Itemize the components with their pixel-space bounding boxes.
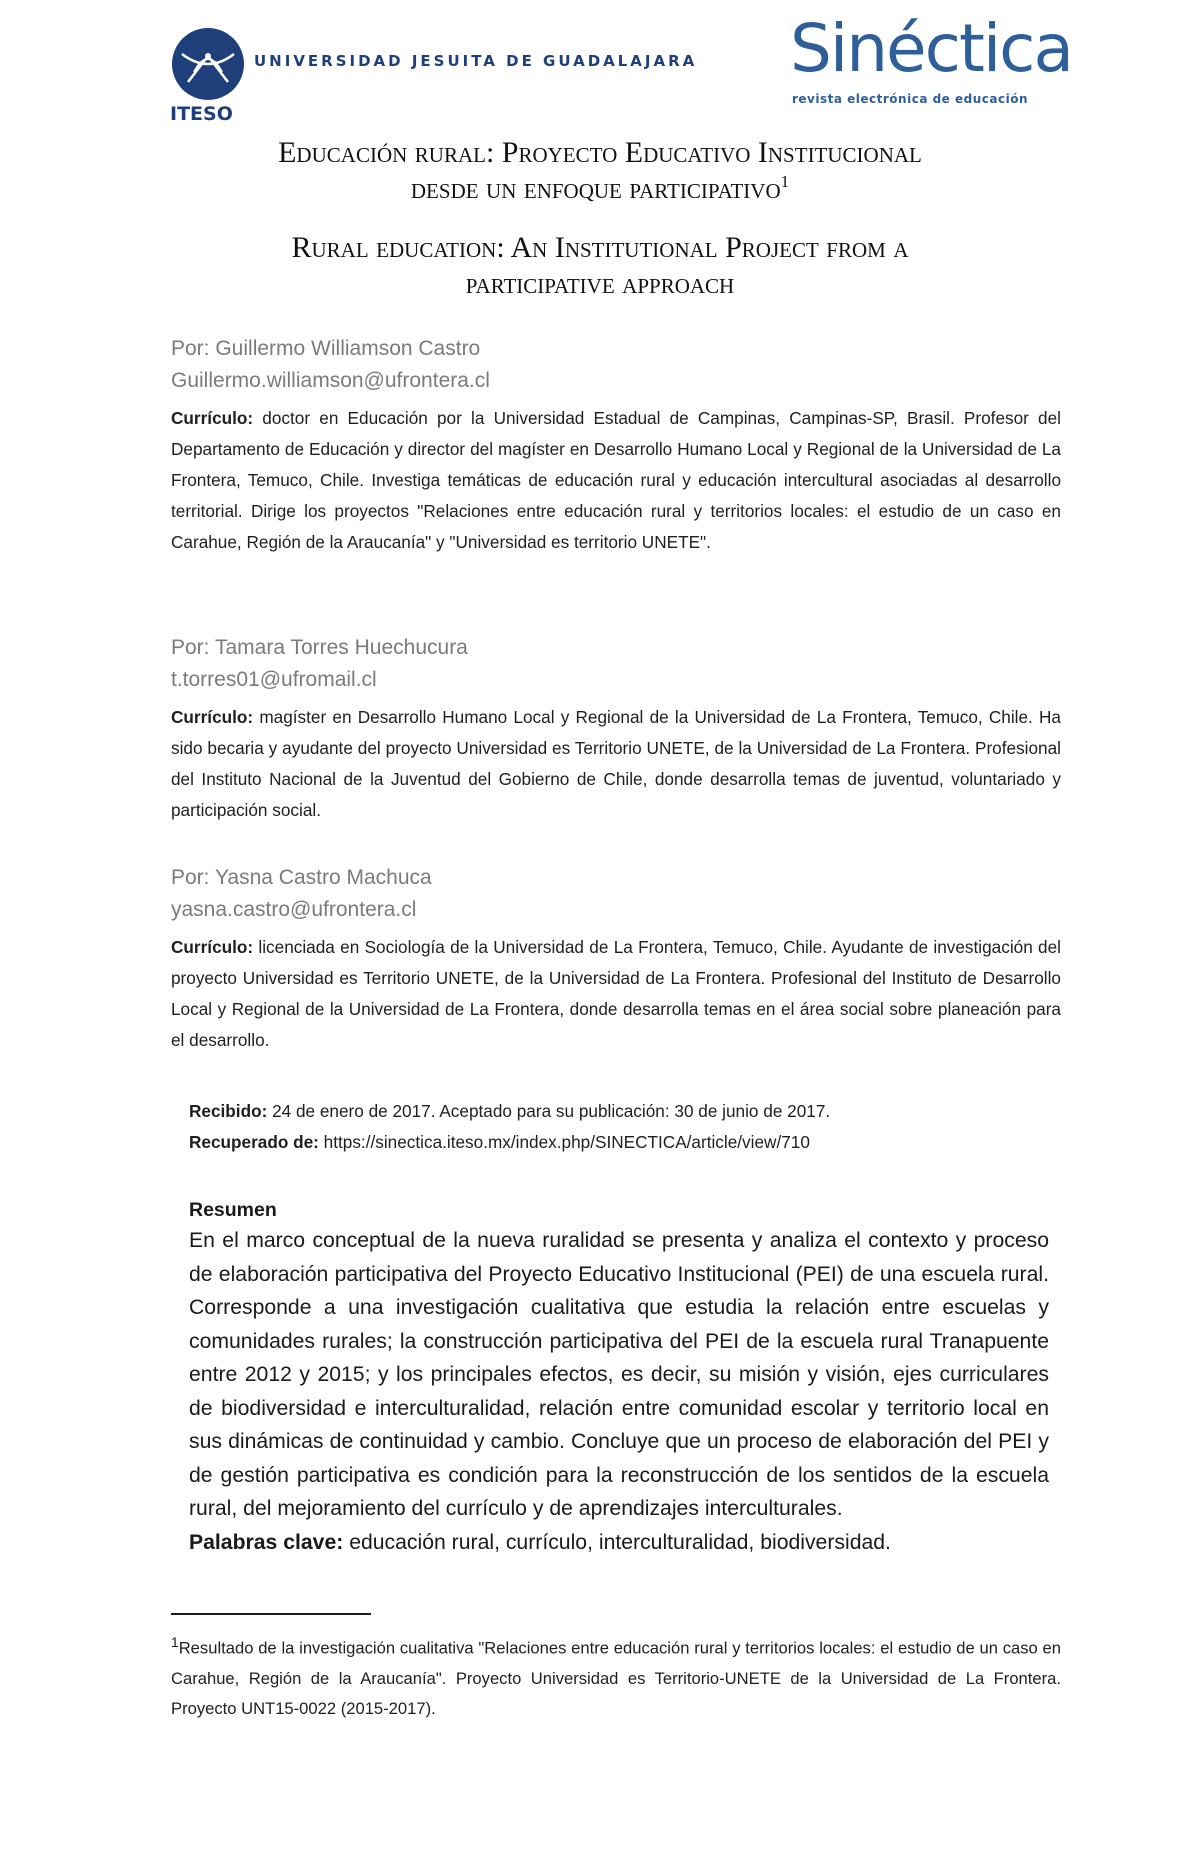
title-footnote-mark[interactable]: 1 — [780, 172, 790, 191]
author-block — [171, 632, 1061, 826]
footnote-mark: 1 — [171, 1634, 179, 1650]
author-email[interactable]: t.torres01@ufromail.cl — [171, 668, 377, 691]
author-block — [171, 333, 1061, 558]
author-email[interactable]: Guillermo.williamson@ufrontera.cl — [171, 369, 490, 392]
abstract-heading: Resumen — [189, 1199, 277, 1221]
author-name: Por: Yasna Castro Machuca — [171, 866, 432, 889]
title-english-line2: participative approach — [465, 267, 735, 300]
iteso-emblem-icon — [168, 22, 248, 122]
footnote — [171, 1627, 1061, 1724]
author-email[interactable]: yasna.castro@ufrontera.cl — [171, 898, 417, 921]
retrieved-label: Recuperado de: — [189, 1132, 319, 1152]
keywords-label: Palabras clave: — [189, 1530, 344, 1554]
cv-label: Currículo: — [171, 707, 254, 727]
keywords-text: educación rural, currículo, interculturalidad, biodiversidad. — [343, 1530, 891, 1554]
title-english-line1: Rural education: An Institutional Project from a — [291, 231, 909, 264]
author-block — [171, 862, 1061, 1056]
author-name: Por: Tamara Torres Huechucura — [171, 636, 468, 659]
received-line — [189, 1096, 1069, 1127]
title-spanish — [120, 135, 1080, 207]
cv-text: doctor en Educación por la Universidad Estadual de Campinas, Campinas-SP, Brasil. Profesor del Departamento de Educación y director del magíster en Desarrollo Humano Local y Regional de la Universidad de La Frontera, Temuco, Chile. Investiga temáticas de educación rural y educación intercultural asociadas al desarrollo territorial. Dirige los proyectos "Relaciones entre educación rural y territorios locales: el estudio de un caso en Carahue, Región de la Araucanía" y "Universidad es territorio UNETE". — [171, 408, 1061, 552]
keywords — [189, 1526, 1049, 1560]
cv-text: licenciada en Sociología de la Universidad de La Frontera, Temuco, Chile. Ayudante de investigación del proyecto Universidad es Territorio UNETE, de la Universidad de La Frontera. Profesional del Instituto de Desarrollo Local y Regional de la Universidad de La Frontera, donde desarrolla temas en el área social sobre planeación para el desarrollo. — [171, 937, 1061, 1050]
title-spanish-line1: Educación rural: Proyecto Educativo Institucional — [278, 136, 922, 169]
iteso-logo — [168, 22, 248, 122]
author-cv — [171, 403, 1061, 558]
journal-name: Sinéctica — [790, 10, 1072, 87]
cv-text: magíster en Desarrollo Humano Local y Regional de la Universidad de La Frontera, Temuco, Chile. Ha sido becaria y ayudante del proyecto Universidad es Territorio UNETE, de la Universidad de La Frontera. Profesional del Instituto Nacional de la Juventud del Gobierno de Chile, donde desarrolla temas de juventud, voluntariado y participación social. — [171, 707, 1061, 820]
cv-label: Currículo: — [171, 937, 254, 957]
title-spanish-line2: desde un enfoque participativo — [410, 172, 781, 205]
author-cv — [171, 932, 1061, 1056]
journal-logo — [790, 10, 1072, 116]
retrieved-url[interactable]: https://sinectica.iteso.mx/index.php/SINECTICA/article/view/710 — [318, 1132, 810, 1152]
publication-dates — [189, 1096, 1069, 1158]
retrieved-line — [189, 1127, 1069, 1158]
received-label: Recibido: — [189, 1101, 268, 1121]
abstract-body: En el marco conceptual de la nueva ruralidad se presenta y analiza el contexto y proceso de elaboración participativa del Proyecto Educativo Institucional (PEI) de una escuela rural. Corresponde a una investigación cualitativa que estudia la relación entre escuelas y comunidades rurales; la construcción participativa del PEI de la escuela rural Tranapuente entre 2012 y 2015; y los principales efectos, es decir, su misión y visión, ejes curriculares de biodiversidad e interculturalidad, relación entre comunidad escolar y territorio local en sus dinámicas de continuidad y cambio. Concluye que un proceso de elaboración del PEI y de gestión participativa es condición para la reconstrucción de los sentidos de la escuela rural, del mejoramiento del currículo y de aprendizajes interculturales. — [189, 1229, 1049, 1520]
title-english — [120, 230, 1080, 302]
journal-subtitle: revista electrónica de educación — [792, 92, 1028, 106]
university-name: UNIVERSIDAD JESUITA DE GUADALAJARA — [254, 52, 698, 70]
cv-label: Currículo: — [171, 408, 254, 428]
author-name: Por: Guillermo Williamson Castro — [171, 337, 481, 360]
footnote-divider — [171, 1613, 371, 1615]
footnote-text: Resultado de la investigación cualitativa "Relaciones entre educación rural y territorios locales: el estudio de un caso en Carahue, Región de la Araucanía". Proyecto Universidad es Territorio-UNETE de la Universidad de La Frontera. Proyecto UNT15-0022 (2015-2017). — [171, 1638, 1061, 1718]
abstract — [189, 1196, 1049, 1559]
received-text: 24 de enero de 2017. Aceptado para su publicación: 30 de junio de 2017. — [267, 1101, 831, 1121]
iteso-wordmark: ITESO — [170, 103, 233, 122]
author-cv — [171, 702, 1061, 826]
